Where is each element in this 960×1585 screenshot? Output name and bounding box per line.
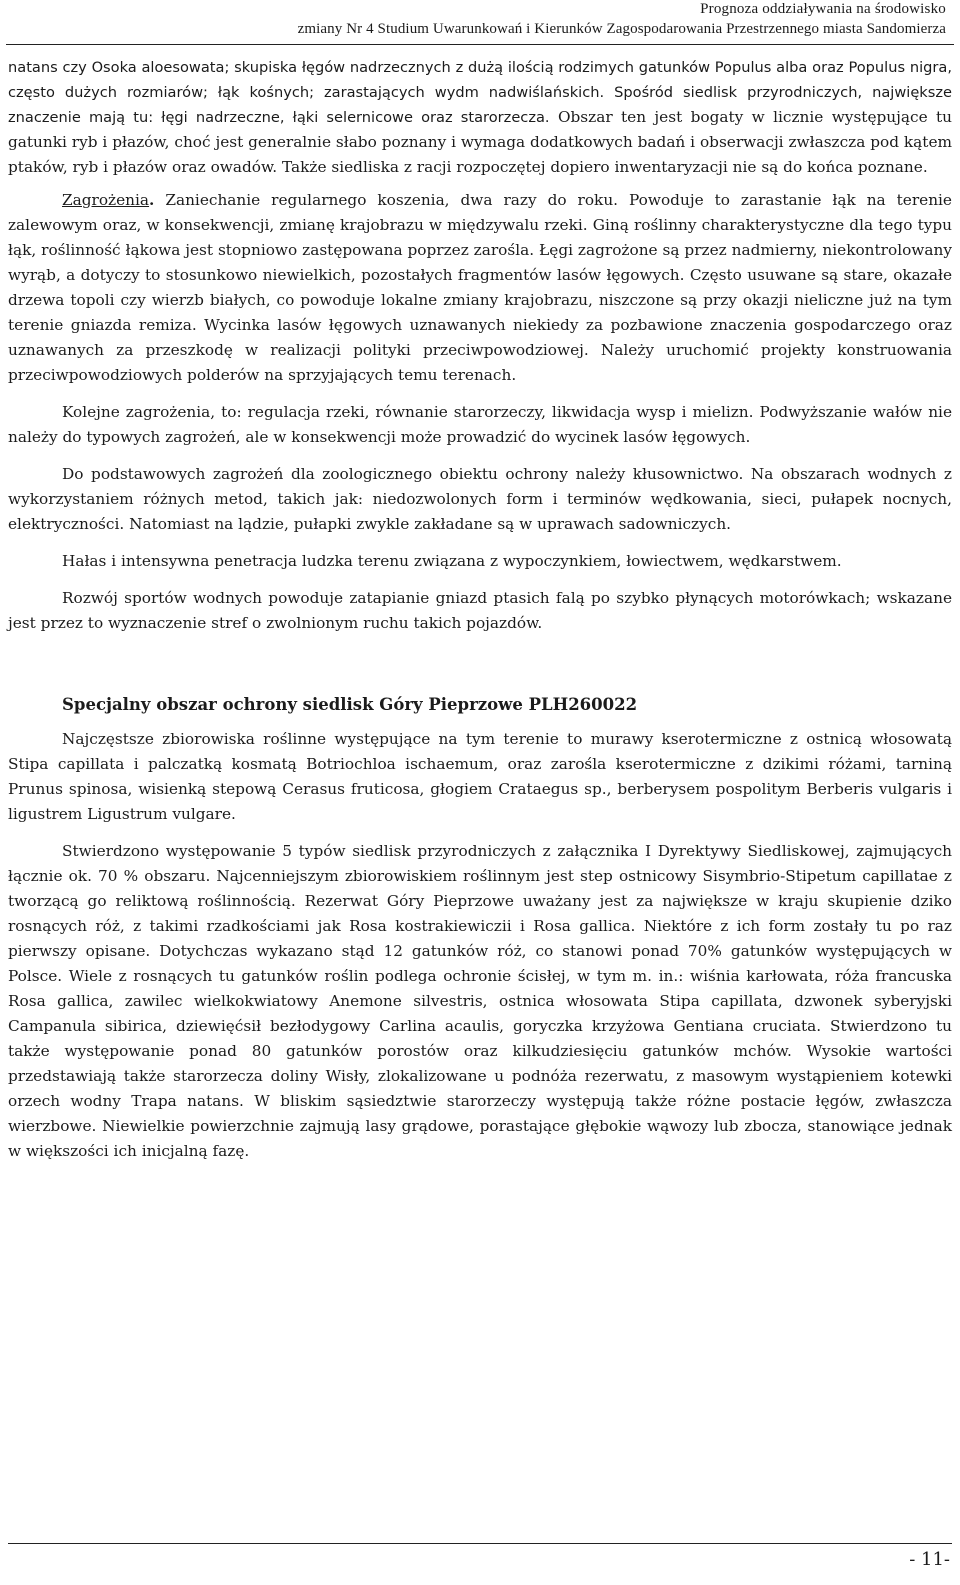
footer-divider bbox=[8, 1543, 952, 1544]
paragraph-text-sans: natans czy Osoka aloesowata; skupiska łęgów nadrzecznych z dużą ilością rodzimych gatunków Populus alba oraz Populus nigra, często dużych rozmiarów; łąk kośnych; zarastających wydm nadwiślańskich. Spośród siedlisk przyrodniczych, największe znaczenie mają tu: łęgi nadrzeczne, łąki selernicowe oraz starorzecza. bbox=[8, 59, 952, 126]
paragraph-text-serif: Obszar ten jest bogaty w licznie występujące tu gatunki ryb i płazów, choć jest generalnie słabo poznany i wymaga dodatkowych badań i obserwacji zwłaszcza pod kątem ptaków, ryb i płazów oraz owadów. Także siedliska z racji rozpoczętej dopiero inwentaryzacji nie są do końca poznane. bbox=[8, 108, 952, 176]
paragraph-plant-communities: Najczęstsze zbiorowiska roślinne występujące na tym terenie to murawy kserotermiczne z ostnicą włosowatą Stipa capillata i palczatką kosmatą Botriochloa ischaemum, oraz zarośla kserotermiczne z dzikimi różami, tarniną Prunus spinosa, wisienką stepową Cerasus fruticosa, głogiem Crataegus sp., berberysem pospolitym Berberis vulgaris i ligustrem Ligustrum vulgare. bbox=[8, 730, 952, 823]
paragraph-habitats: Stwierdzono występowanie 5 typów siedlisk przyrodniczych z załącznika I Dyrektywy Siedliskowej, zajmujących łącznie ok. 70 % obszaru. Najcenniejszym zbiorowiskiem roślinnym jest step ostnicowy Sisymbrio-Stipetum capillatae z tworzącą go reliktową roślinnością. Rezerwat Góry Pieprzowe uważany jest za największe w kraju skupienie dziko rosnących róż, z takimi rzadkościami jak Rosa kostrakiewiczii i Rosa gallica. Niektóre z ich form zostały tu po raz pierwszy opisane. Dotychczas wykazano stąd 12 gatunków róż, co stanowi ponad 70% gatunków występujących w Polsce. Wiele z rosnących tu gatunków roślin podlega ochronie ścisłej, w tym m. in.: wiśnia karłowata, róża francuska Rosa gallica, zawilec wielkokwiatowy Anemone silvestris, ostnica włosowata Stipa capillata, dzwonek syberyjski Campanula sibirica, dziewięćsił bezłodygowy Carlina acaulis, goryczka krzyżowa Gentiana cruciata. Stwierdzono tu także występowanie ponad 80 gatunków porostów oraz kilkudziesięciu gatunków mchów. Wysokie wartości przedstawiają także starorzecza doliny Wisły, zlokalizowane u podnóża rezerwatu, z masowym wystąpieniem kotewki orzech wodny Trapa natans. W bliskim sąsiedztwie starorzeczy występują także różne postacie łęgów, zwłaszcza wierzbowe. Niewielkie powierzchnie zajmują lasy grądowe, porastające głębokie wąwozy lub zbocza, stanowiące jednak w większości ich inicjalną fazę. bbox=[8, 842, 952, 1160]
page-number: - 11- bbox=[909, 1549, 950, 1570]
paragraph-further-threats: Kolejne zagrożenia, to: regulacja rzeki, równanie starorzeczy, likwidacja wysp i mielizn. Podwyższanie wałów nie należy do typowych zagrożeń, ale w konsekwencji może prowadzić do wycinek lasów łęgowych. bbox=[8, 403, 952, 446]
threats-label-dot: . bbox=[149, 191, 155, 209]
paragraph-poaching: Do podstawowych zagrożeń dla zoologicznego obiektu ochrony należy kłusownictwo. Na obszarach wodnych z wykorzystaniem różnych metod, takich jak: niedozwolonych form i terminów wędkowania, sieci, pułapek nocnych, elektryczności. Natomiast na lądzie, pułapki zwykle zakładane są w uprawach sadowniczych. bbox=[8, 465, 952, 533]
paragraph-noise: Hałas i intensywna penetracja ludzka terenu związana z wypoczynkiem, łowiectwem, wędkarstwem. bbox=[62, 552, 842, 570]
paragraph-natura-description bbox=[8, 55, 952, 180]
header-title: Prognoza oddziaływania na środowisko bbox=[700, 1, 946, 17]
threats-label: Zagrożenia bbox=[62, 191, 150, 209]
document-body bbox=[0, 45, 960, 1164]
paragraph-water-sports: Rozwój sportów wodnych powoduje zatapianie gniazd ptasich falą po szybko płynących motorówkach; wskazane jest przez to wyznaczenie stref o zwolnionym ruchu takich pojazdów. bbox=[8, 589, 952, 632]
header-subtitle: zmiany Nr 4 Studium Uwarunkowań i Kierunków Zagospodarowania Przestrzennego miasta Sandomierza bbox=[297, 21, 946, 37]
paragraph-threats bbox=[8, 188, 952, 388]
section-heading: Specjalny obszar ochrony siedlisk Góry Pieprzowe PLH260022 bbox=[62, 695, 638, 714]
threats-text: Zaniechanie regularnego koszenia, dwa razy do roku. Powoduje to zarastanie łąk na terenie zalewowym oraz, w konsekwencji, zmianę krajobrazu w międzywalu rzeki. Giną roślinny charakterystyczne dla tego typu łąk, roślinność łąkowa jest stopniowo zastępowana poprzez zarośla. Łęgi zagrożone są przez nadmierny, niekontrolowany wyrąb, a dotyczy to stosunkowo niewielkich, pozostałych fragmentów lasów łęgowych. Często usuwane są stare, okazałe drzewa topoli czy wierzb białych, co powoduje lokalne zmiany krajobrazu, niszczone są przy okazji nieliczne już na tym terenie gniazda remiza. Wycinka lasów łęgowych uznawanych niekiedy za pozbawione znaczenia gospodarczego oraz uznawanych za przeszkodę w realizacji polityki przeciwpowodziowej. Należy uruchomić projekty konstruowania przeciwpowodziowych polderów na sprzyjających temu terenach. bbox=[8, 191, 952, 384]
page-header bbox=[6, 0, 954, 45]
